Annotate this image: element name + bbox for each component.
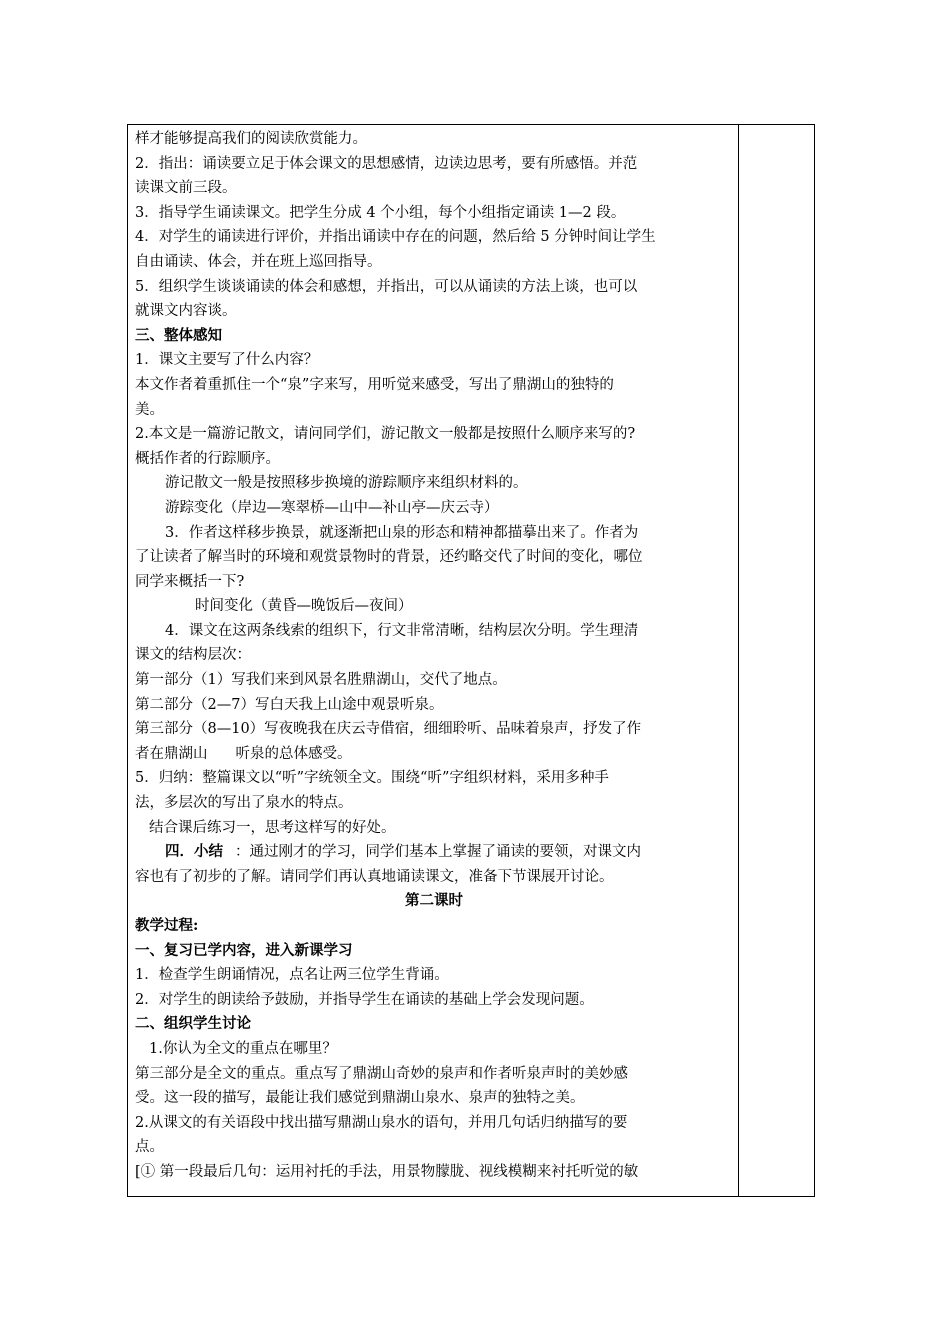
text-line: 本文作者着重抓住一个“泉”字来写，用听觉来感受，写出了鼎湖山的独特的 (135, 376, 614, 393)
text-line: 点。 (135, 1139, 164, 1156)
section-heading: 二、组织学生讨论 (135, 1015, 251, 1033)
text-line: 第二部分（2—7）写白天我上山途中观景听泉。 (135, 696, 444, 713)
text-segment: 者在鼎湖山 (135, 745, 208, 762)
text-line: 课文的结构层次： (135, 647, 251, 664)
text-line: 受。这一段的描写，最能让我们感觉到鼎湖山泉水、泉声的独特之美。 (135, 1090, 585, 1107)
text-line: 第三部分（8—10）写夜晚我在庆云寺借宿，细细聆听、品味着泉声，抒发了作 (135, 721, 642, 738)
text-line: 第一部分（1）写我们来到风景名胜鼎湖山，交代了地点。 (135, 672, 507, 689)
section-heading: 教学过程: (135, 917, 199, 934)
text-line: 美。 (135, 401, 164, 418)
text-line: [① 第一段最后几句：运用衬托的手法，用景物朦胧、视线模糊来衬托听觉的敏 (135, 1163, 639, 1180)
text-line: 4．对学生的诵读进行评价，并指出诵读中存在的问题，然后给 5 分钟时间让学生 (135, 229, 656, 246)
text-line: 样才能够提高我们的阅读欣赏能力。 (135, 131, 367, 147)
text-line: 1.你认为全文的重点在哪里？ (149, 1040, 337, 1057)
summary-heading: 四．小结 (165, 843, 223, 861)
section-heading: 一、复习已学内容，进入新课学习 (135, 941, 353, 959)
text-line: 概括作者的行踪顺序。 (135, 450, 280, 467)
text-segment: ：通过刚才的学习，同学们基本上掌握了诵读的要领，对课文内 (235, 844, 641, 861)
lesson-table (127, 124, 815, 1197)
text-line: 5．归纳：整篇课文以“听”字统领全文。围绕“听”字组织材料，采用多种手 (135, 770, 609, 787)
text-line: 4．课文在这两条线索的组织下，行文非常清晰，结构层次分明。学生理清 (165, 622, 639, 639)
lesson-subtitle: 第二课时 (405, 892, 463, 910)
text-line: 2.本文是一篇游记散文，请问同学们，游记散文一般都是按照什么顺序来写的? (135, 426, 636, 443)
text-line: 时间变化（黄昏—晚饭后—夜间） (195, 598, 413, 615)
text-line: 3．作者这样移步换景，就逐渐把山泉的形态和精神都描摹出来了。作者为 (165, 524, 639, 541)
text-segment: 听泉的总体感受。 (235, 745, 352, 762)
text-line: 读课文前三段。 (135, 180, 237, 197)
text-line: 1．课文主要写了什么内容？ (135, 352, 319, 369)
section-heading: 三、整体感知 (135, 326, 222, 344)
text-line (135, 840, 733, 865)
lesson-content-cell (135, 127, 733, 1185)
text-line: 自由诵读、体会，并在班上巡回指导。 (135, 253, 382, 270)
text-line: 容也有了初步的了解。请同学们再认真地诵读课文，准备下节课展开讨论。 (135, 868, 614, 885)
text-line: 同学来概括一下? (135, 573, 245, 590)
text-line: 就课文内容谈。 (135, 303, 237, 320)
text-line: 了让读者了解当时的环境和观赏景物时的背景，还约略交代了时间的变化，哪位 (135, 549, 643, 566)
text-line: 游记散文一般是按照移步换境的游踪顺序来组织材料的。 (165, 475, 528, 492)
text-line: 结合课后练习一，思考这样写的好处。 (149, 819, 396, 836)
text-line (135, 742, 733, 767)
text-line: 3．指导学生诵读课文。把学生分成 4 个小组，每个小组指定诵读 1—2 段。 (135, 204, 626, 221)
text-line: 2．指出：诵读要立足于体会课文的思想感情，边读边思考，要有所感悟。并范 (135, 155, 638, 172)
text-line: 游踪变化（岸边—寒翠桥—山中—补山亭—庆云寺） (165, 499, 499, 516)
column-divider (738, 125, 739, 1196)
text-line: 法，多层次的写出了泉水的特点。 (135, 795, 353, 812)
text-line: 第三部分是全文的重点。重点写了鼎湖山奇妙的泉声和作者听泉声时的美妙感 (135, 1065, 628, 1082)
text-line: 5．组织学生谈谈诵读的体会和感想，并指出，可以从诵读的方法上谈，也可以 (135, 278, 638, 295)
text-line: 2.从课文的有关语段中找出描写鼎湖山泉水的语句，并用几句话归纳描写的要 (135, 1114, 628, 1131)
text-line: 2．对学生的朗读给予鼓励，并指导学生在诵读的基础上学会发现问题。 (135, 991, 594, 1008)
text-line: 1．检查学生朗诵情况，点名让两三位学生背诵。 (135, 967, 449, 984)
